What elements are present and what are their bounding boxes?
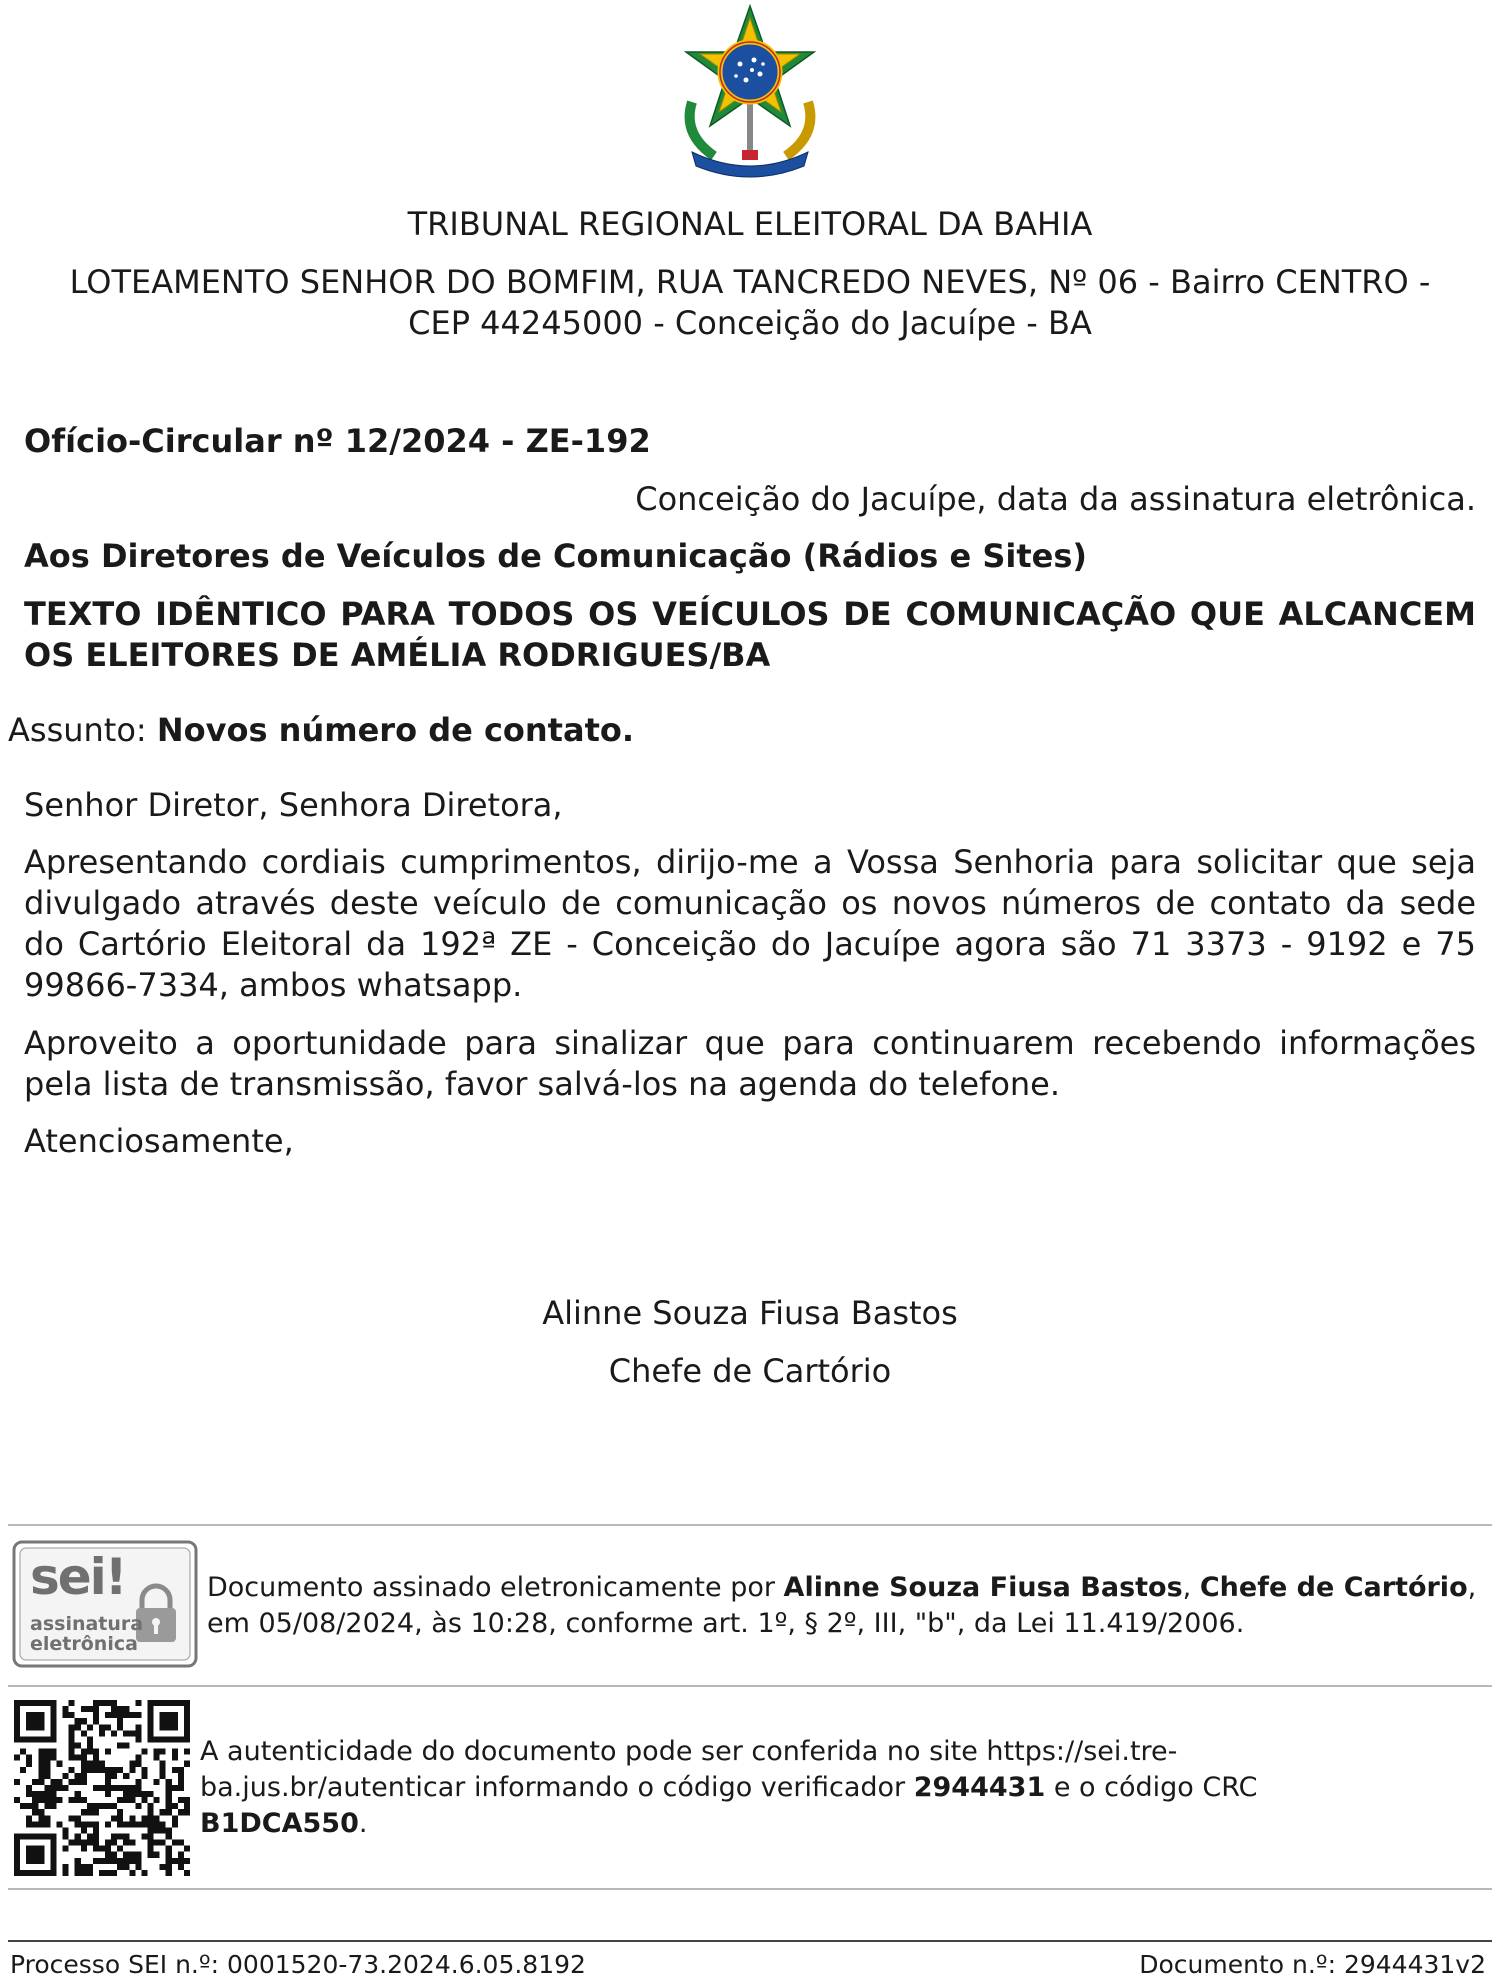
subject-text: Novos número de contato. [156,711,634,749]
sei-logo-text: sei! [30,1548,126,1606]
closing: Atenciosamente, [24,1122,294,1160]
subject-line [8,710,634,751]
paragraph-1: Apresentando cordiais cumprimentos, dirijo-me a Vossa Senhoria para solicitar que seja divulgado através deste veículo de comunicação os novos números de contato da sede do Cartório Eleitoral da 192ª ZE - Conceição do Jacuípe agora são 71 3373 - 9192 e 75 99866-7334, ambos whatsapp. [24,843,1476,1004]
signature-title: Chefe de Cartório [1199,1572,1468,1603]
letter-reference: Ofício-Circular nº 12/2024 - ZE-192 [24,422,651,460]
paragraph-2: Aproveito a oportunidade para sinalizar que para continuarem recebendo informações pela lista de transmissão, favor salvá-los na agenda do telefone. [24,1024,1476,1103]
subject-label: Assunto: [8,711,147,749]
process-number: Processo SEI n.º: 0001520-73.2024.6.05.8192 [10,1950,586,1979]
divider [8,1685,1492,1687]
signature-signer: Alinne Souza Fiusa Bastos [783,1572,1183,1603]
verifier-code: 2944431 [913,1772,1046,1803]
signer-name: Alinne Souza Fiusa Bastos [542,1294,958,1332]
divider [8,1888,1492,1890]
signer-title: Chefe de Cartório [608,1352,892,1390]
signature-statement: Documento assinado eletronicamente por Alinne Souza Fiusa Bastos, Chefe de Cartório, em 05/08/2024, às 10:28, conforme art. 1º, § 2º, III, "b", da Lei 11.419/2006. [207,1572,1477,1639]
qr-code [14,1700,190,1876]
divider [8,1524,1492,1526]
footer-divider [8,1940,1492,1942]
sei-signature-logo [12,1540,198,1668]
organization-name: TRIBUNAL REGIONAL ELEITORAL DA BAHIA [407,205,1093,243]
place-date: Conceição do Jacuípe, data da assinatura eletrônica. [635,480,1476,518]
salutation: Senhor Diretor, Senhora Diretora, [24,786,563,824]
document-number: Documento n.º: 2944431v2 [1139,1950,1486,1979]
address-line-1: LOTEAMENTO SENHOR DO BOMFIM, RUA TANCREDO NEVES, Nº 06 - Bairro CENTRO - [69,263,1431,301]
authenticity-statement: A autenticidade do documento pode ser conferida no site https://sei.tre-ba.jus.br/autenticar informando o código verificador 2944431 e o código CRC B1DCA550. [200,1736,1258,1839]
coat-of-arms-emblem [662,4,838,180]
crc-code: B1DCA550 [200,1808,359,1839]
organization-address [0,262,1500,344]
notice: TEXTO IDÊNTICO PARA TODOS OS VEÍCULOS DE COMUNICAÇÃO QUE ALCANCEM OS ELEITORES DE AMÉLIA RODRIGUES/BA [24,595,1476,674]
recipients: Aos Diretores de Veículos de Comunicação (Rádios e Sites) [24,537,1088,575]
sei-logo-caption: assinatura eletrônica [30,1613,144,1655]
address-line-2: CEP 44245000 - Conceição do Jacuípe - BA [408,304,1092,342]
